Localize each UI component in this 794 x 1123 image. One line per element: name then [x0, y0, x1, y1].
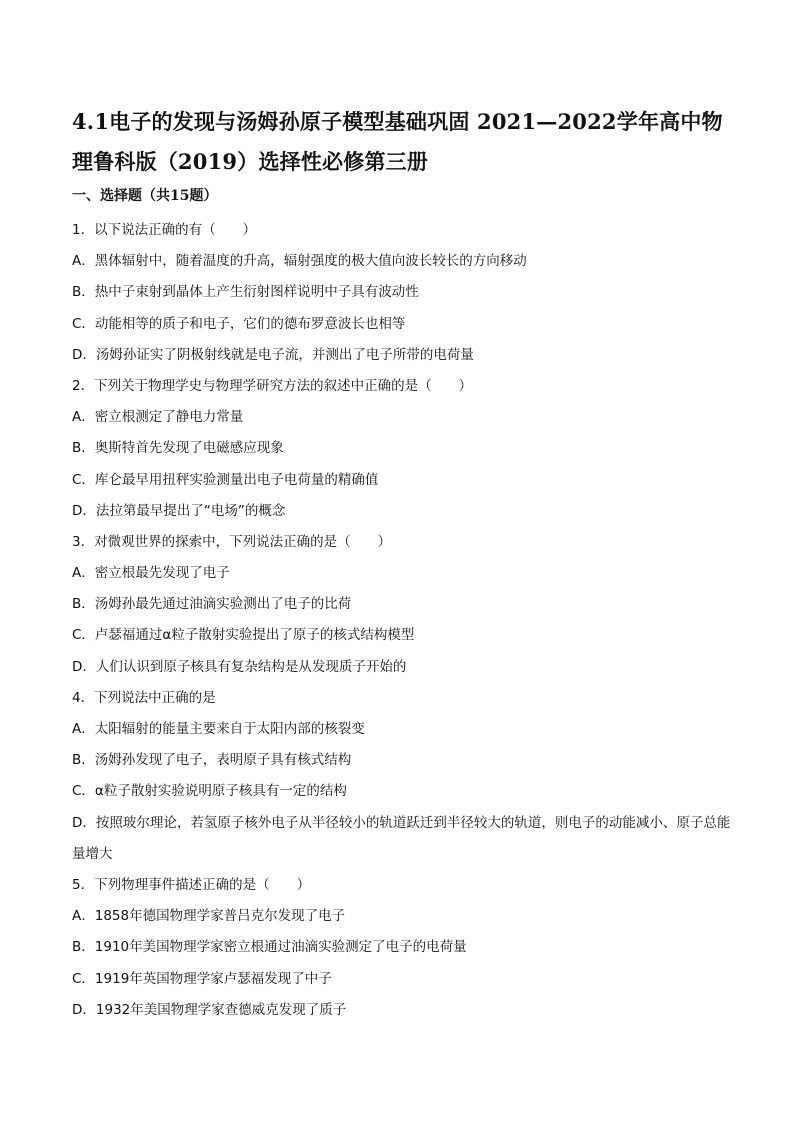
option-3b: B．汤姆孙最先通过油滴实验测出了电子的比荷 [72, 596, 352, 613]
option-1d: D．汤姆孙证实了阴极射线就是电子流，并测出了电子所带的电荷量 [72, 346, 474, 363]
option-5a: A．1858年德国物理学家普吕克尔发现了电子 [72, 908, 346, 925]
question-stem-4: 4．下列说法中正确的是 [72, 689, 216, 706]
question-list [72, 215, 732, 1026]
option-2d: D．法拉第最早提出了“电场”的概念 [72, 502, 286, 519]
option-4b: B．汤姆孙发现了电子，表明原子具有核式结构 [72, 752, 352, 769]
question-stem-5: 5．下列物理事件描述正确的是（ ） [72, 876, 311, 893]
option-4c: C．α粒子散射实验说明原子核具有一定的结构 [72, 783, 347, 800]
option-3c: C．卢瑟福通过α粒子散射实验提出了原子的核式结构模型 [72, 627, 415, 644]
option-2a: A．密立根测定了静电力常量 [72, 409, 244, 426]
option-2c: C．库仑最早用扭秤实验测量出电子电荷量的精确值 [72, 471, 379, 488]
option-1b: B．热中子束射到晶体上产生衍射图样说明中子具有波动性 [72, 284, 419, 301]
question-stem-1: 1．以下说法正确的有（ ） [72, 222, 257, 238]
option-5b: B．1910年美国物理学家密立根通过油滴实验测定了电子的电荷量 [72, 939, 467, 956]
question-stem-3: 3．对微观世界的探索中，下列说法正确的是（ ） [72, 533, 392, 550]
option-4a: A．太阳辐射的能量主要来自于太阳内部的核裂变 [72, 721, 365, 737]
option-2b: B．奥斯特首先发现了电磁感应现象 [72, 440, 284, 457]
option-3a: A．密立根最先发现了电子 [72, 565, 230, 582]
section-heading: 一、选择题（共15题） [72, 188, 218, 204]
option-1c: C．动能相等的质子和电子，它们的德布罗意波长也相等 [72, 315, 406, 332]
document-title: 4.1电子的发现与汤姆孙原子模型基础巩固 2021—2022学年高中物理鲁科版（2019）选择性必修第三册 [72, 109, 723, 174]
option-3d: D．人们认识到原子核具有复杂结构是从发现质子开始的 [72, 658, 407, 675]
question-stem-2: 2．下列关于物理学史与物理学研究方法的叙述中正确的是（ ） [72, 377, 473, 394]
option-5c: C．1919年英国物理学家卢瑟福发现了中子 [72, 970, 332, 987]
option-4d: D．按照玻尔理论，若氢原子核外电子从半径较小的轨道跃迁到半径较大的轨道，则电子的动能减小、原子总能量增大 [72, 814, 731, 862]
option-5d: D．1932年美国物理学家查德威克发现了质子 [72, 1001, 347, 1018]
option-1a: A．黑体辐射中，随着温度的升高，辐射强度的极大值向波长较长的方向移动 [72, 253, 527, 270]
